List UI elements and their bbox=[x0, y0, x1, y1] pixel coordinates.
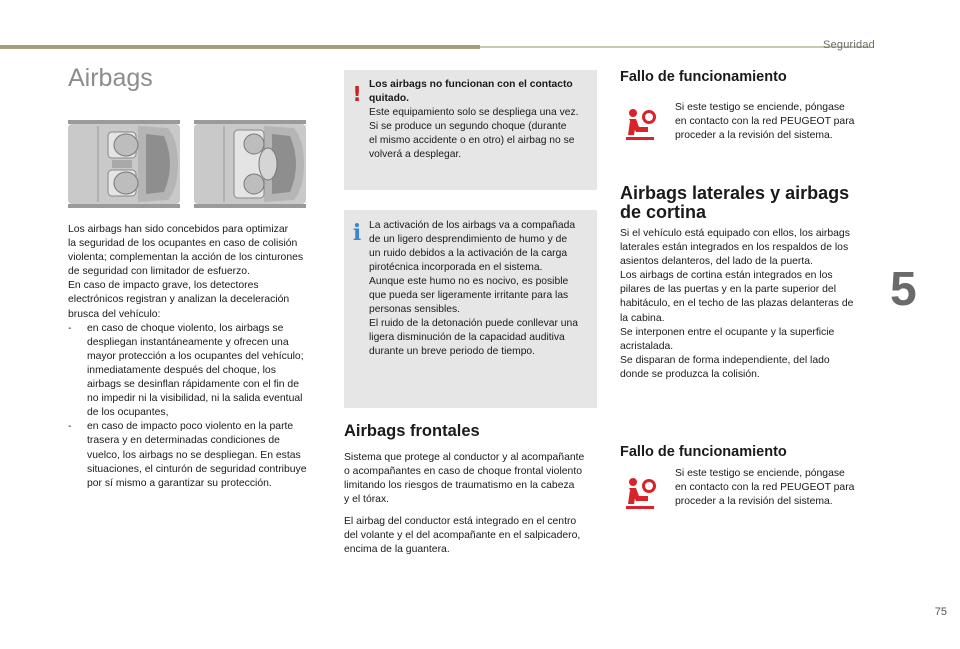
laterales-line: pilares de las puertas y en la parte superior del bbox=[620, 284, 837, 296]
intro-line: violenta; complementan la acción de los cinturones bbox=[68, 252, 304, 264]
frontales-line: El airbag del conductor está integrado en el centro bbox=[344, 516, 577, 527]
laterales-line: la cabina. bbox=[620, 312, 665, 324]
frontales-heading: Airbags frontales bbox=[344, 422, 480, 440]
fallo-line: en contacto con la red PEUGEOT para bbox=[675, 482, 855, 494]
fallo-text-2 bbox=[675, 467, 875, 509]
laterales-line: acristalada. bbox=[620, 340, 674, 352]
section-label: Seguridad bbox=[823, 39, 875, 51]
list-line: inmediatamente después del choque, los bbox=[87, 364, 276, 376]
frontales-line: limitando los riesgos de traumatismo en la cabeza bbox=[344, 480, 575, 492]
fallo-line: proceder a la revisión del sistema. bbox=[675, 496, 833, 508]
info-line: La activación de los airbags va a compañada bbox=[369, 220, 576, 231]
page-title: Airbags bbox=[68, 64, 153, 92]
fallo-heading-1: Fallo de funcionamiento bbox=[620, 69, 787, 85]
laterales-line: Se disparan de forma independiente, del lado bbox=[620, 354, 830, 366]
fallo-line: proceder a la revisión del sistema. bbox=[675, 130, 833, 142]
warning-text bbox=[369, 78, 589, 162]
warning-exclamation-icon: ! bbox=[352, 82, 362, 106]
list-dash: - bbox=[68, 421, 72, 433]
intro-line: En caso de impacto grave, los detectores bbox=[68, 280, 259, 292]
airbag-warning-light-icon bbox=[624, 107, 660, 141]
laterales-heading bbox=[620, 184, 849, 222]
info-line: personas sensibles. bbox=[369, 304, 461, 315]
chapter-number: 5 bbox=[890, 263, 917, 316]
laterales-line: Se interponen entre el ocupante y la superficie bbox=[620, 326, 835, 338]
laterales-heading-line: Airbags laterales y airbags bbox=[620, 183, 850, 203]
info-line: Aunque este humo no es nocivo, es posible bbox=[369, 276, 569, 287]
laterales-line: Los airbags de cortina están integrados en los bbox=[620, 270, 833, 282]
laterales-line: laterales están integrados en los respaldos de los bbox=[620, 242, 849, 254]
airbag-warning-light-icon bbox=[624, 476, 660, 510]
info-line: que pueda ser ligeramente irritante para las bbox=[369, 290, 569, 301]
info-line: un ruido debidos a la activación de la carga bbox=[369, 248, 568, 259]
fallo-heading-2: Fallo de funcionamiento bbox=[620, 444, 787, 460]
frontales-line: encima de la guantera. bbox=[344, 544, 450, 556]
intro-line: electrónicos registran y analizan la deceleración bbox=[68, 294, 290, 306]
warning-title-line: quitado. bbox=[369, 93, 410, 104]
frontales-line: del volante y el del acompañante en el salpicadero, bbox=[344, 530, 581, 542]
laterales-line: asientos delanteros, del lado de la puerta. bbox=[620, 256, 813, 268]
list-line: trasera y en determinadas condiciones de bbox=[87, 435, 280, 447]
info-icon: i bbox=[352, 220, 362, 246]
list-line: airbags se desinflan rápidamente con el fin de bbox=[87, 379, 299, 391]
list-line: vuelco, los airbags no se despliegan. En estas bbox=[87, 449, 301, 461]
warning-box bbox=[344, 70, 597, 190]
warning-line: volverá a desplegar. bbox=[369, 149, 462, 160]
laterales-line: donde se produzca la colisión. bbox=[620, 368, 760, 380]
info-line: durante un breve periodo de tiempo. bbox=[369, 346, 536, 357]
intro-line: de seguridad con limitador de esfuerzo. bbox=[68, 266, 250, 278]
list-line: en caso de impacto poco violento en la parte bbox=[87, 421, 294, 433]
warning-line: Este equipamiento solo se despliega una vez. bbox=[369, 107, 579, 118]
frontales-line: o acompañantes en caso de choque frontal violento bbox=[344, 466, 582, 478]
fallo-text-1 bbox=[675, 101, 875, 143]
airbags-intro bbox=[68, 223, 324, 491]
info-line: pirotécnica incorporada en el sistema. bbox=[369, 262, 543, 273]
frontales-para2 bbox=[344, 515, 604, 557]
info-line: ligera disminución de la capacidad auditiva bbox=[369, 332, 565, 343]
list-line: en caso de choque violento, los airbags se bbox=[87, 322, 284, 334]
vehicle-top-view-side-airbags bbox=[194, 120, 306, 208]
fallo-line: Si este testigo se enciende, póngase bbox=[675, 468, 845, 479]
frontales-line: Sistema que protege al conductor y al acompañante bbox=[344, 452, 585, 463]
info-box bbox=[344, 210, 597, 408]
info-line: El ruido de la detonación puede conllevar una bbox=[369, 318, 578, 329]
car-illustration-2 bbox=[194, 120, 306, 208]
list-line: no impedir ni la visibilidad, ni la salida eventual bbox=[87, 393, 303, 405]
frontales-para1 bbox=[344, 451, 604, 507]
page-number: 75 bbox=[934, 606, 947, 618]
laterales-line: habitáculo, en el techo de las plazas delanteras de bbox=[620, 298, 854, 310]
list-line: despliegan instantáneamente y ofrecen una bbox=[87, 336, 289, 348]
vehicle-top-view-front-airbags bbox=[68, 120, 180, 208]
list-line: de los ocupantes, bbox=[87, 407, 169, 419]
car-illustration-1 bbox=[68, 120, 180, 208]
intro-line: brusca del vehículo: bbox=[68, 308, 161, 320]
intro-line: Los airbags han sido concebidos para optimizar bbox=[68, 224, 289, 235]
fallo-line: Si este testigo se enciende, póngase bbox=[675, 102, 845, 113]
warning-line: el mismo accidente o en otro) el airbag no se bbox=[369, 135, 575, 146]
warning-line: Si se produce un segundo choque (durante bbox=[369, 121, 567, 132]
list-line: situaciones, el cinturón de seguridad contribuye bbox=[87, 463, 307, 475]
list-dash: - bbox=[68, 322, 72, 334]
laterales-text bbox=[620, 227, 870, 382]
list-line: mayor protección a los ocupantes del vehículo; bbox=[87, 350, 304, 362]
list-line: por sí mismo a garantizar su protección. bbox=[87, 477, 272, 489]
fallo-line: en contacto con la red PEUGEOT para bbox=[675, 116, 855, 128]
intro-line: la seguridad de los ocupantes en caso de colisión bbox=[68, 238, 298, 250]
list-item bbox=[68, 420, 324, 490]
warning-title-line: Los airbags no funcionan con el contacto bbox=[369, 79, 573, 90]
laterales-line: Si el vehículo está equipado con ellos, los airbags bbox=[620, 228, 850, 239]
frontales-line: y el tórax. bbox=[344, 494, 390, 506]
header-rule-thin bbox=[480, 46, 870, 48]
laterales-heading-line: de cortina bbox=[620, 202, 707, 222]
list-item bbox=[68, 322, 324, 421]
info-line: de un ligero desprendimiento de humo y de bbox=[369, 234, 568, 245]
header-rule bbox=[0, 45, 480, 49]
info-text bbox=[369, 219, 589, 359]
